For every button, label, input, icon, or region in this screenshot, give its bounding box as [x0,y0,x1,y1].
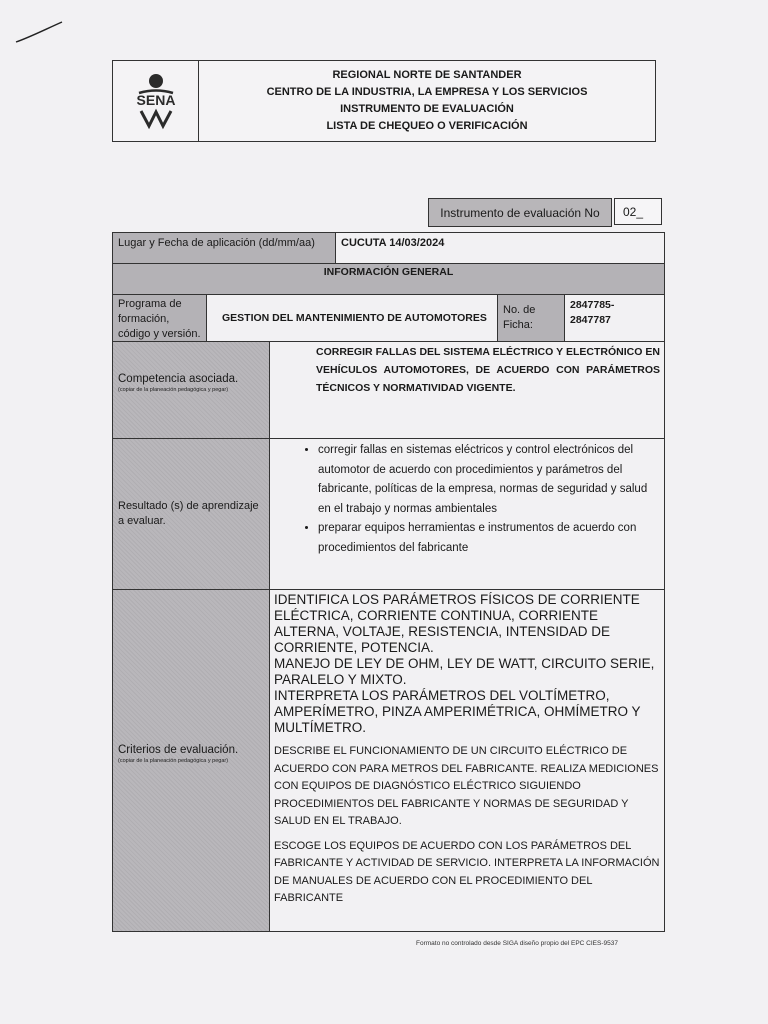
program-label: Programa de formación, código y versión. [118,298,201,340]
learning-result-item: • preparar equipos herramientas e instrumentos de acuerdo con procedimientos del fabricante [318,519,656,558]
sena-logo [113,61,199,141]
program-value-cell[interactable] [206,294,498,342]
header-titles [199,61,655,141]
ficha-label-cell [497,294,565,342]
document-header [112,60,656,142]
criteria-value-cell[interactable] [269,589,665,932]
header-line-1: REGIONAL NORTE DE SANTANDER [332,69,522,81]
criteria-block-4: DESCRIBE EL FUNCIONAMIENTO DE UN CIRCUITO ELÉCTRICO DE ACUERDO CON PARA METROS DEL FABRICANTE. REALIZA MEDICIONES CON EQUIPOS DE DIAGNÓSTICO ELÉCTRICO SIGUIENDO PROCEDIMIENTOS DEL FABRICANTE Y NORMAS DE SEGURIDAD Y SALUD EN EL TRABAJO. [274,745,659,827]
pen-mark-icon [14,18,66,46]
competence-label: Competencia asociada. [118,373,239,385]
program-value: GESTION DEL MANTENIMIENTO DE AUTOMOTORES [222,312,487,324]
criteria-block-3: INTERPRETA LOS PARÁMETROS DEL VOLTÍMETRO, AMPERÍMETRO, PINZA AMPERIMÉTRICA, OHMÍMETRO Y MULTÍMETRO. [274,688,641,735]
competence-value-cell[interactable] [269,341,665,439]
place-date-label-cell [112,232,336,264]
competence-label-cell [112,341,270,439]
criteria-block-1: IDENTIFICA LOS PARÁMETROS FÍSICOS DE CORRIENTE ELÉCTRICA, CORRIENTE CONTINUA, CORRIENTE ALTERNA, VOLTAJE, RESISTENCIA, INTENSIDAD DE CORRIENTE, POTENCIA. [274,592,640,655]
general-info-header [112,263,665,295]
criteria-block-2: MANEJO DE LEY DE OHM, LEY DE WATT, CIRCUITO SERIE, PARALELO Y MIXTO. [274,656,655,687]
criteria-note: (copiar de la planeación pedagógica y pegar) [118,758,229,764]
footer-note: Formato no controlado desde SIGA diseño propio del EPC CIES-9537 [416,940,618,947]
learning-results-list [270,439,664,558]
ficha-value-cell[interactable] [564,294,665,342]
learning-results-label: Resultado (s) de aprendizaje a evaluar. [118,500,259,527]
criteria-label-cell [112,589,270,932]
header-line-2: CENTRO DE LA INDUSTRIA, LA EMPRESA Y LOS SERVICIOS [266,86,588,98]
general-info-title: INFORMACIÓN GENERAL [323,266,454,278]
ficha-label: No. de Ficha: [503,304,536,331]
program-label-cell [112,294,207,342]
learning-results-label-cell [112,438,270,590]
learning-results-value-cell[interactable] [269,438,665,590]
instrument-number-label: Instrumento de evaluación No [428,198,612,227]
sena-logo-icon [121,68,191,134]
criteria-block-5: ESCOGE LOS EQUIPOS DE ACUERDO CON LOS PARÁMETROS DEL FABRICANTE Y ACTIVIDAD DE SERVICIO. INTERPRETA LA INFORMACIÓN DE MANUALES DE ACUERDO CON EL PROCEDIMIENTO DEL FABRICANTE [274,839,660,904]
instrument-number-field[interactable]: 02_ [614,198,662,225]
criteria-label: Criterios de evaluación. [118,744,239,756]
place-date-value-cell[interactable] [335,232,665,264]
logo-text: SENA [136,92,175,108]
place-date-label: Lugar y Fecha de aplicación (dd/mm/aa) [118,237,315,249]
competence-value: CORREGIR FALLAS DEL SISTEMA ELÉCTRICO Y ELECTRÓNICO EN VEHÍCULOS AUTOMOTORES, DE ACUERDO CON PARÁMETROS TÉCNICOS Y NORMATIVIDAD VIGENTE. [316,346,660,394]
header-line-4: LISTA DE CHEQUEO O VERIFICACIÓN [326,120,528,132]
header-line-3: INSTRUMENTO DE EVALUACIÓN [340,103,514,115]
ficha-value: 2847785- 2847787 [570,299,615,326]
place-date-value: CUCUTA 14/03/2024 [341,237,445,249]
competence-note: (copiar de la planeación pedagógica y pegar) [118,387,229,393]
learning-result-item: • corregir fallas en sistemas eléctricos y control electrónicos del automotor de acuerdo con procedimientos y parámetros del fabricante, políticas de la empresa, normas de seguridad y salud en el trabajo y normas ambientales [318,441,656,519]
